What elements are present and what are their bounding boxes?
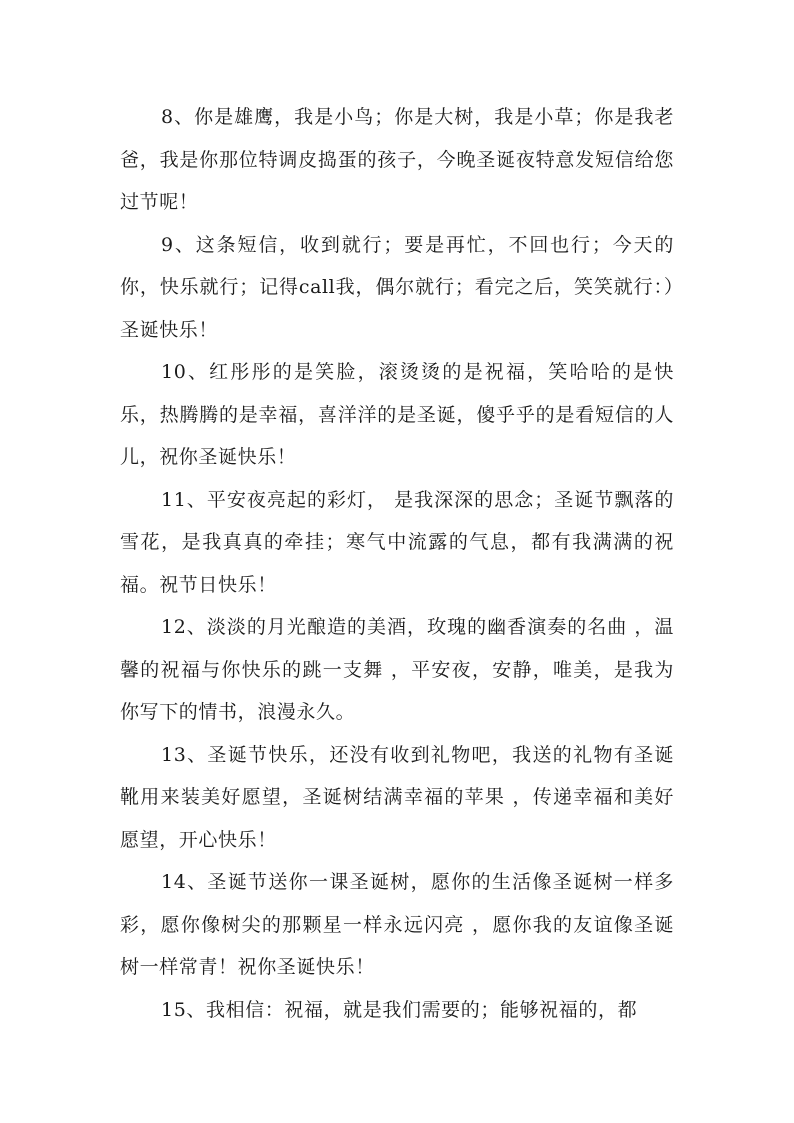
paragraph-14: 14、圣诞节送你一课圣诞树，愿你的生活像圣诞树一样多彩，愿你像树尖的那颗星一样永远闪亮 ，愿你我的友谊像圣诞树一样常青！祝你圣诞快乐！ [120, 871, 674, 978]
paragraph-10: 10、红彤彤的是笑脸，滚烫烫的是祝福，笑哈哈的是快乐，热腾腾的是幸福，喜洋洋的是圣诞，傻乎乎的是看短信的人儿，祝你圣诞快乐！ [120, 361, 674, 468]
paragraph-15: 15、我相信：祝福，就是我们需要的；能够祝福的，都 [161, 998, 638, 1021]
paragraph-13: 13、圣诞节快乐，还没有收到礼物吧，我送的礼物有圣诞靴用来装美好愿望，圣诞树结满幸福的苹果 ，传递幸福和美好愿望，开心快乐！ [120, 743, 674, 851]
paragraph-12: 12、淡淡的月光酿造的美酒，玫瑰的幽香演奏的名曲 ，温馨的祝福与你快乐的跳一支舞 ，平安夜，安静，唯美，是我为你写下的情书，浪漫永久。 [120, 616, 674, 723]
paragraph-11: 11、平安夜亮起的彩灯， 是我深深的思念；圣诞节飘落的雪花，是我真真的牵挂；寒气中流露的气息，都有我满满的祝福。祝节日快乐！ [120, 488, 674, 596]
paragraph-8: 8、你是雄鹰，我是小鸟；你是大树，我是小草；你是我老爸，我是你那位特调皮捣蛋的孩子，今晚圣诞夜特意发短信给您过节呢！ [120, 106, 674, 213]
paragraph-9: 9、这条短信，收到就行；要是再忙，不回也行；今天的你，快乐就行；记得call我，偶尔就行；看完之后，笑笑就行：）圣诞快乐！ [120, 233, 674, 341]
document-body [120, 96, 674, 1031]
